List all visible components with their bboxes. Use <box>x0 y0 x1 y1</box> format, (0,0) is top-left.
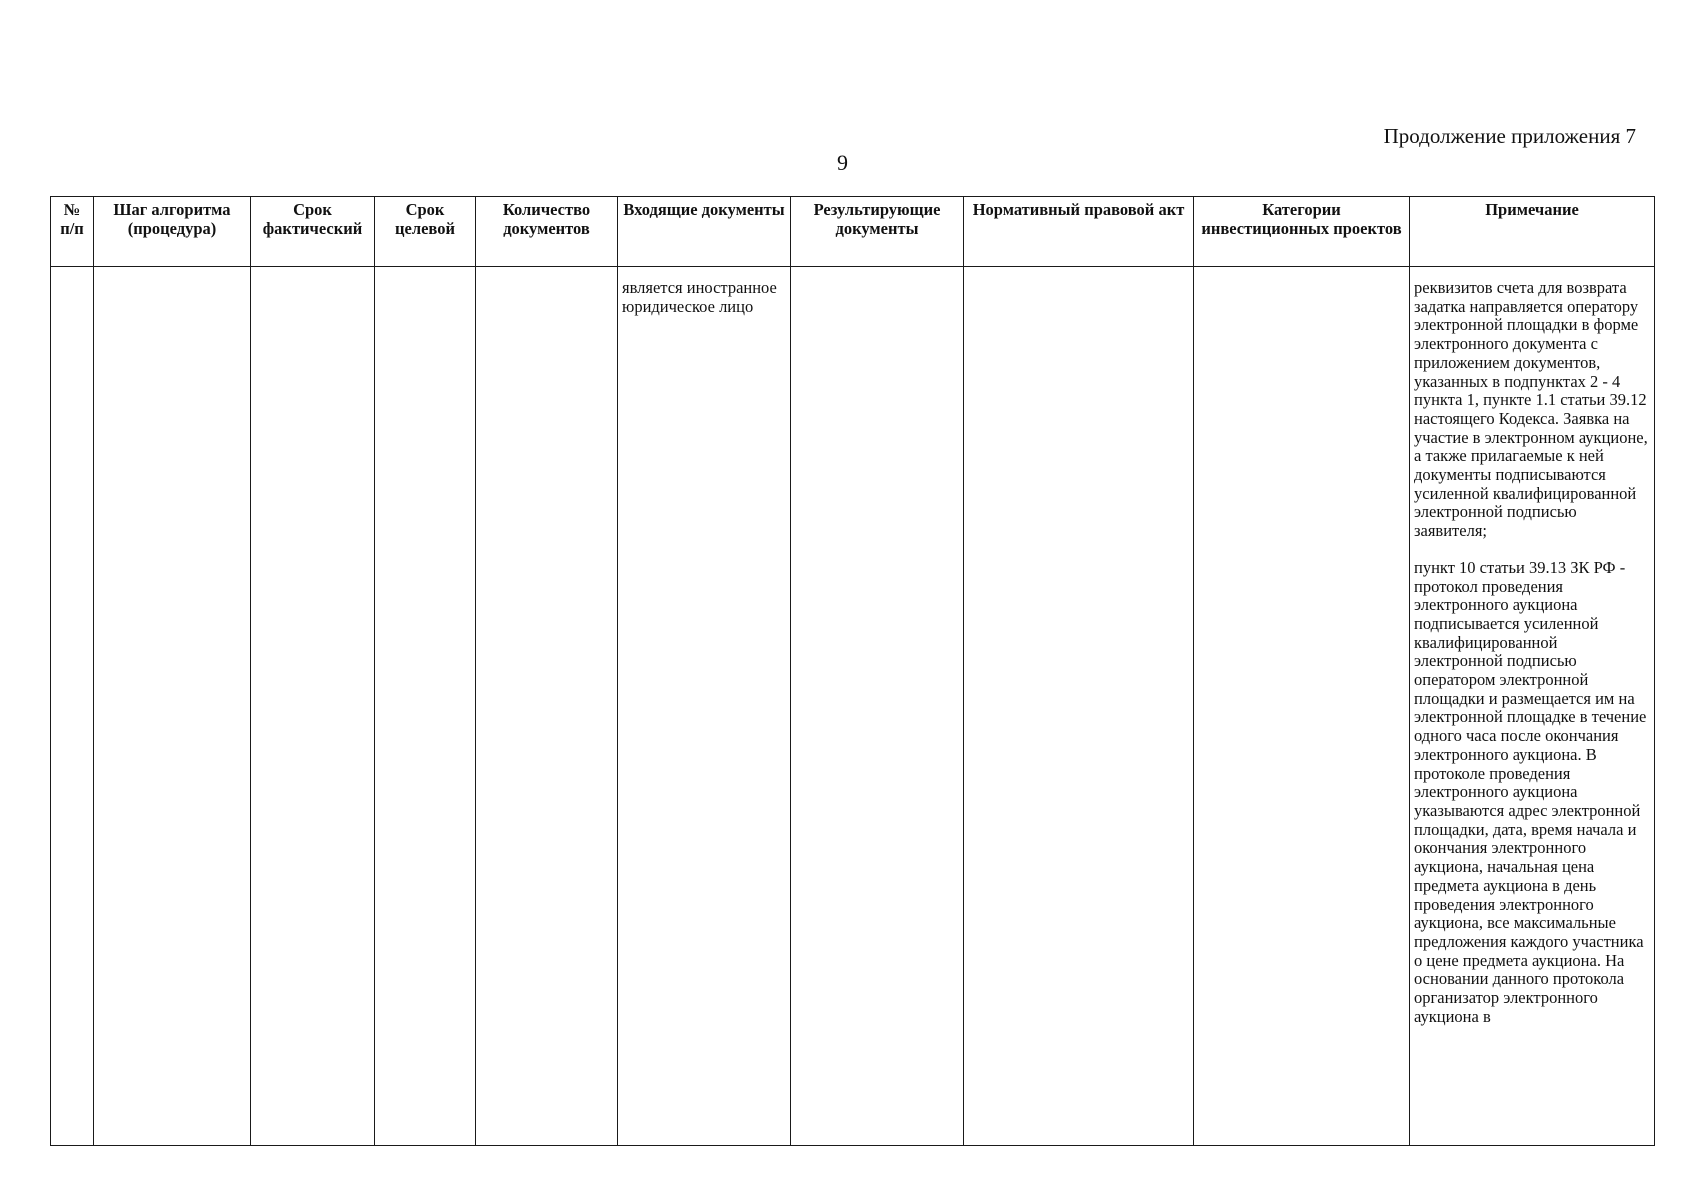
column-header-term-target: Срок целевой <box>375 197 476 267</box>
column-header-note: Примечание <box>1410 197 1655 267</box>
cell-step <box>94 267 251 1146</box>
cell-doc-count <box>476 267 618 1146</box>
table-header-row <box>51 197 1655 267</box>
column-header-step: Шаг алгоритма (процедура) <box>94 197 251 267</box>
column-header-doc-count: Количество документов <box>476 197 618 267</box>
page-number: 9 <box>837 150 848 175</box>
column-header-term-actual: Срок фактический <box>251 197 375 267</box>
column-header-legal-act: Нормативный правовой акт <box>964 197 1194 267</box>
cell-note <box>1410 267 1655 1146</box>
table-row <box>51 267 1655 1146</box>
cell-incoming-docs: является иностранное юридическое лицо <box>618 267 791 1146</box>
cell-term-actual <box>251 267 375 1146</box>
cell-result-docs <box>791 267 964 1146</box>
note-paragraph-1: реквизитов счета для возврата задатка направляется оператору электронной площадки в форме электронного документа с приложением документов, указанных в подпунктах 2 - 4 пункта 1, пункте 1.1 статьи 39.12 настоящего Кодекса. Заявка на участие в электронном аукционе, а также прилагаемые к ней документы подписываются усиленной квалифицированной электронной подписью заявителя; <box>1414 278 1648 541</box>
cell-legal-act <box>964 267 1194 1146</box>
column-header-project-categories: Категории инвестиционных проектов <box>1194 197 1410 267</box>
column-header-incoming-docs: Входящие документы <box>618 197 791 267</box>
column-header-result-docs: Результирующие документы <box>791 197 964 267</box>
cell-term-target <box>375 267 476 1146</box>
algorithm-table <box>50 196 1655 1146</box>
cell-project-categories <box>1194 267 1410 1146</box>
continuation-label: Продолжение приложения 7 <box>1383 124 1636 148</box>
column-header-number: № п/п <box>51 197 94 267</box>
cell-number <box>51 267 94 1146</box>
note-paragraph-2: пункт 10 статьи 39.13 ЗК РФ - протокол проведения электронного аукциона подписывается усиленной квалифицированной электронной подписью оператором электронной площадки и размещается им на электронной площадке в течение одного часа после окончания электронного аукциона. В протоколе проведения электронного аукциона указываются адрес электронной площадки, дата, время начала и окончания электронного аукциона, начальная цена предмета аукциона в день проведения электронного аукциона, все максимальные предложения каждого участника о цене предмета аукциона. На основании данного протокола организатор электронного аукциона в <box>1414 557 1647 1026</box>
